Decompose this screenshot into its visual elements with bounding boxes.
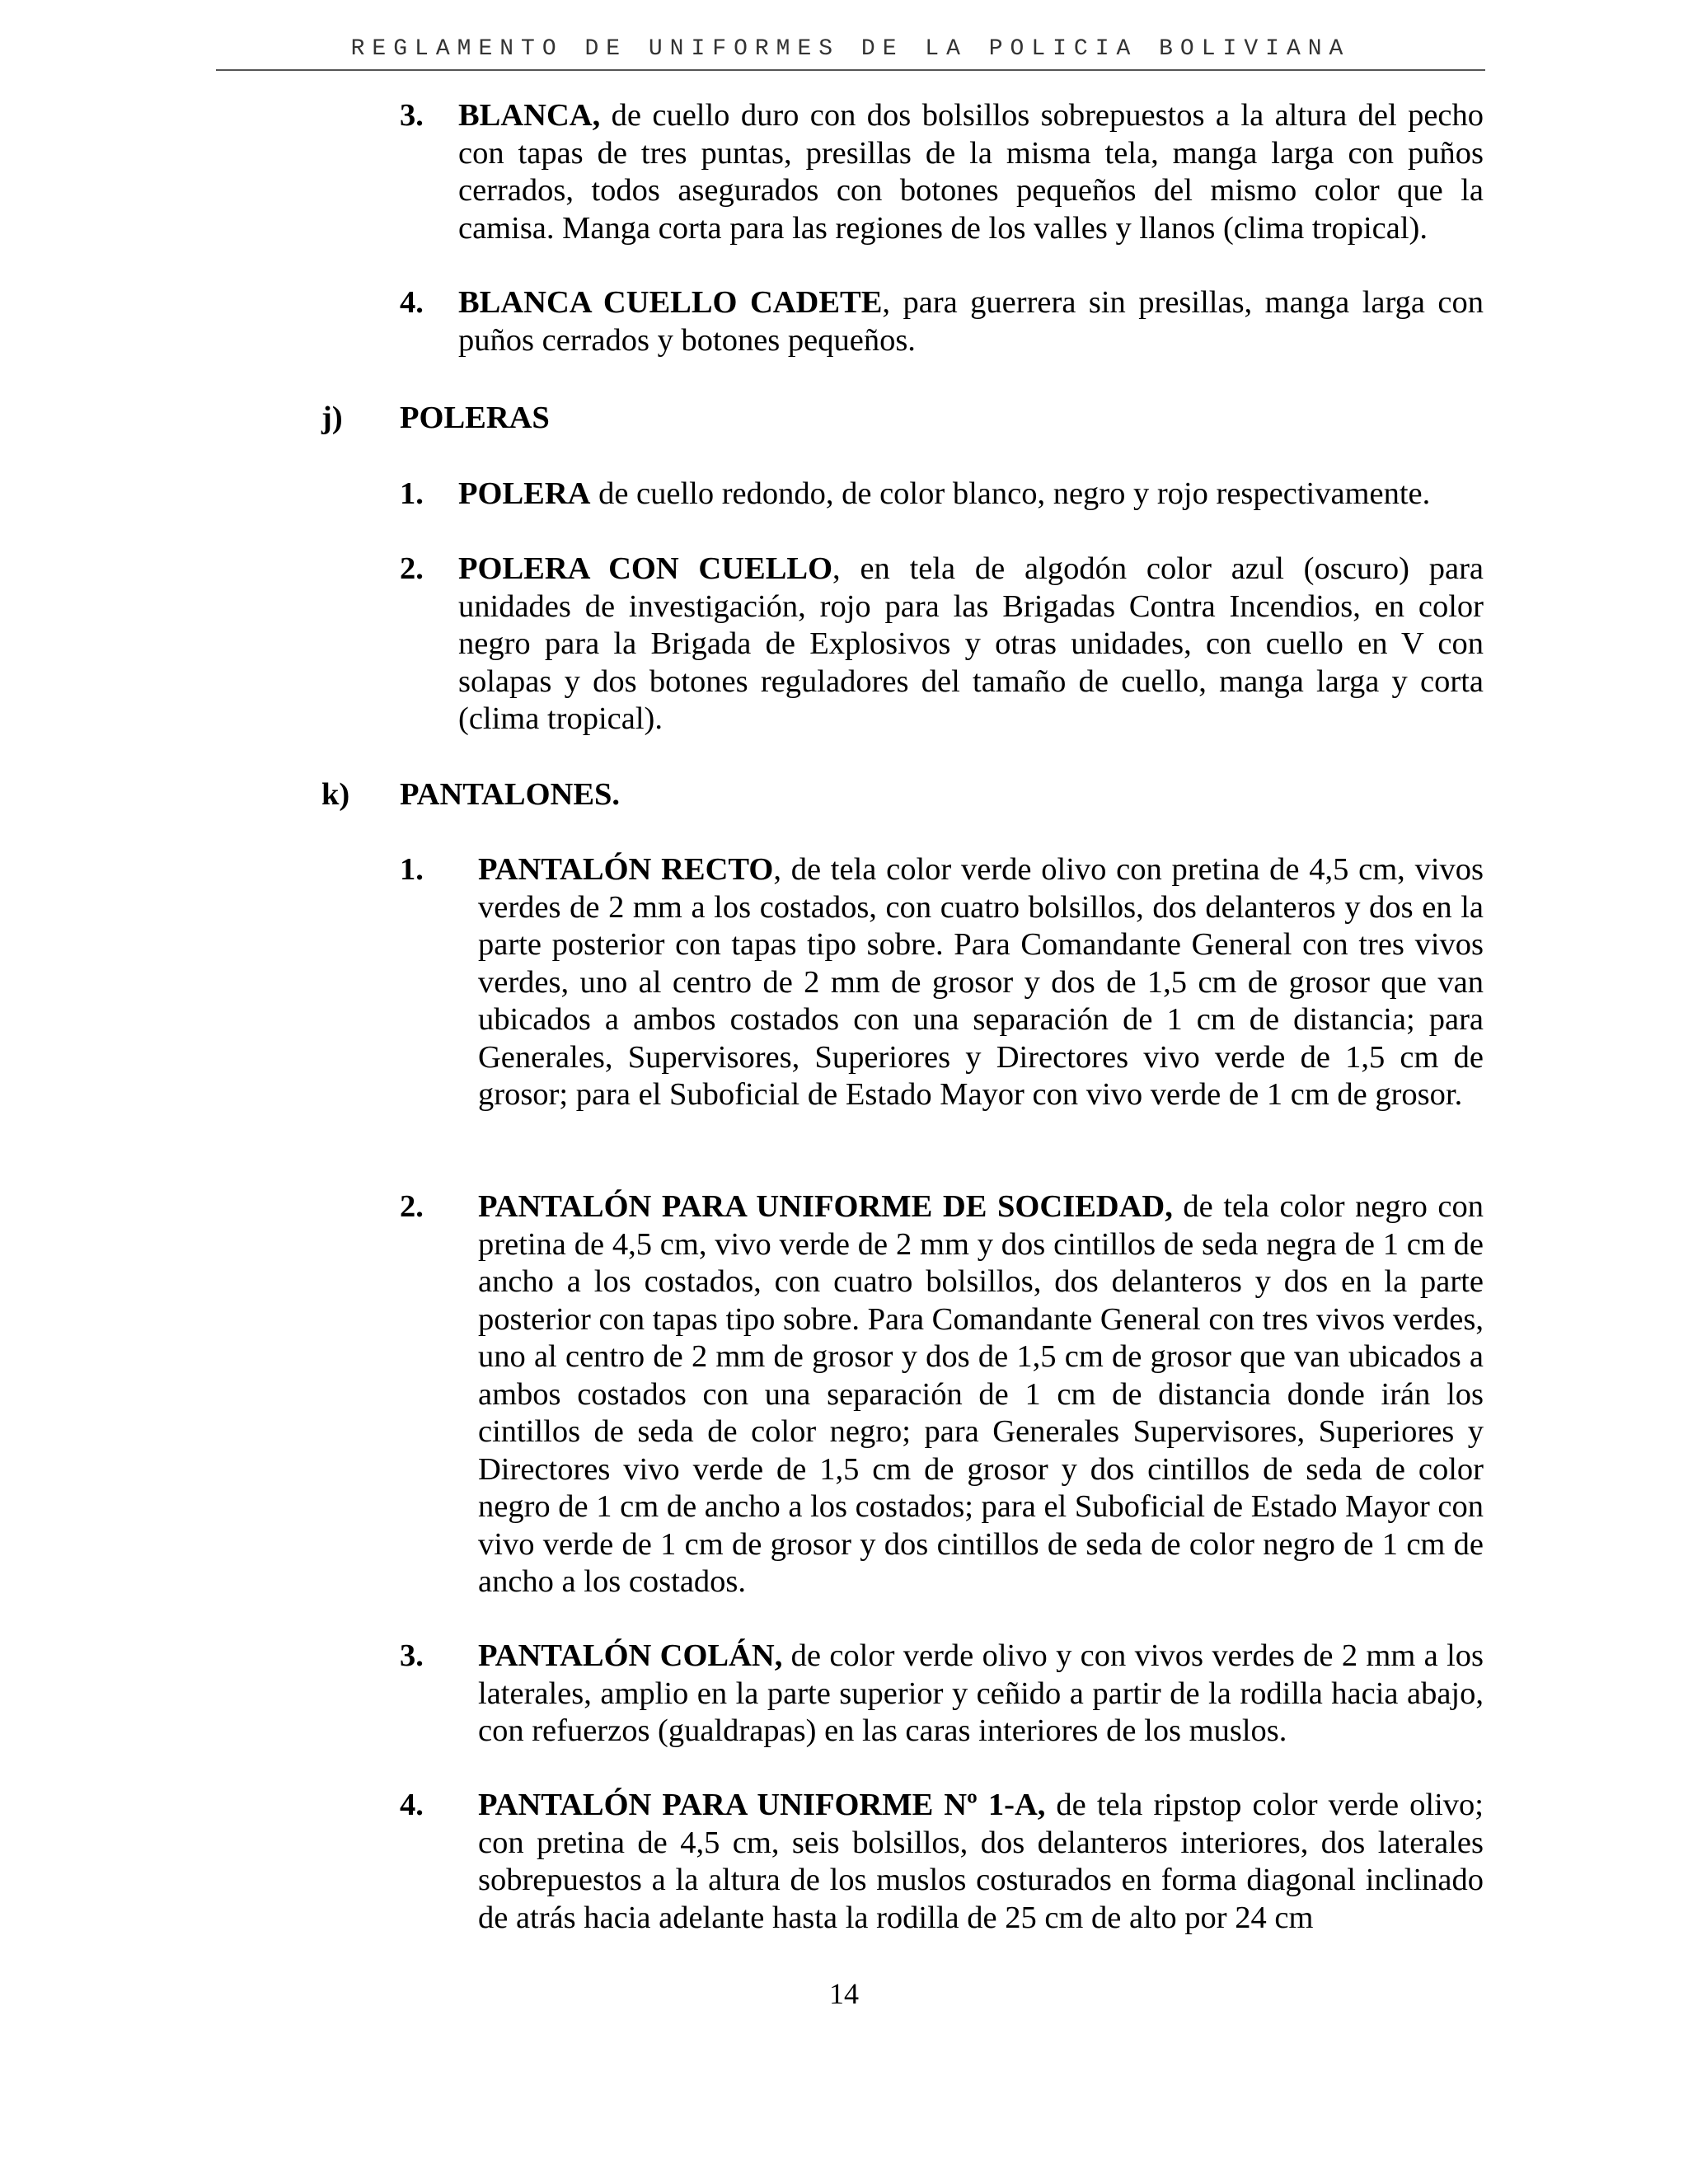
- item-term: POLERA CON CUELLO: [458, 551, 833, 586]
- item-text: de cuello redondo, de color blanco, negro y rojo respectivamente.: [590, 476, 1431, 511]
- item-term: BLANCA,: [458, 98, 601, 133]
- item-number: 1.: [400, 476, 424, 511]
- item-camisa-cuello-cadete: [458, 284, 1484, 359]
- item-camisa-blanca: [458, 97, 1484, 247]
- item-term: POLERA: [458, 476, 591, 511]
- item-number: 2.: [400, 551, 424, 586]
- page-number: 14: [829, 1977, 859, 2010]
- item-polera-con-cuello: [458, 551, 1484, 738]
- item-number: 3.: [400, 1638, 424, 1673]
- section-title: POLERAS: [400, 401, 550, 435]
- item-term: PANTALÓN COLÁN,: [478, 1638, 783, 1673]
- item-term: PANTALÓN RECTO: [478, 852, 774, 887]
- section-title: PANTALONES.: [400, 777, 621, 812]
- item-number: 1.: [400, 852, 424, 887]
- header-divider: [216, 69, 1485, 71]
- item-pantalon-colan: [478, 1638, 1484, 1750]
- item-number: 4.: [400, 285, 424, 320]
- item-text: , en tela de algodón color azul (oscuro) para unidades de investigación, rojo para las Brigadas Contra Incendios, en color negro para la Brigada de Explosivos y otras unidades, con cuello en V con solapas y dos botones reguladores del tamaño de cuello, manga larga y corta (clima tropical).: [458, 551, 1484, 736]
- section-letter: k): [321, 777, 350, 812]
- item-text: de tela ripstop color verde olivo; con pretina de 4,5 cm, seis bolsillos, dos delanteros interiores, dos laterales sobrepuestos a la altura de los muslos costurados en forma diagonal inclinado de atrás hacia adelante hasta la rodilla de 25 cm de alto por 24 cm: [478, 1788, 1484, 1935]
- item-polera: [458, 476, 1484, 513]
- item-text: de tela color negro con pretina de 4,5 cm, vivo verde de 2 mm y dos cintillos de seda negra de 1 cm de ancho a los costados, con cuatro bolsillos, dos delanteros y dos en la parte posterior con tapas tipo sobre. Para Comandante General con tres vivos verdes, uno al centro de 2 mm de grosor y dos de 1,5 cm de grosor que van ubicados a ambos costados con una separación de 1 cm de distancia donde irán los cintillos de seda de color negro; para Generales Supervisores, Superiores y Directores vivo verde de 1,5 cm de grosor y dos cintillos de seda de color negro de 1 cm de ancho a los costados; para el Suboficial de Estado Mayor con vivo verde de 1 cm de grosor y dos cintillos de seda de color negro de 1 cm de ancho a los costados.: [478, 1189, 1484, 1599]
- running-header: REGLAMENTO DE UNIFORMES DE LA POLICIA BOLIVIANA: [350, 36, 1351, 62]
- item-text: , de tela color verde olivo con pretina de 4,5 cm, vivos verdes de 2 mm a los costados, con cuatro bolsillos, dos delanteros y dos en la parte posterior con tapas tipo sobre. Para Comandante General con tres vivos verdes, uno al centro de 2 mm de grosor y dos de 1,5 cm de grosor que van ubicados a ambos costados con una separación de 1 cm de distancia; para Generales, Supervisores, Superiores y Directores vivo verde de 1,5 cm de grosor; para el Suboficial de Estado Mayor con vivo verde de 1 cm de grosor.: [478, 852, 1484, 1112]
- item-pantalon-uniforme-1a: [478, 1787, 1484, 1937]
- item-text: , para guerrera sin presillas, manga larga con puños cerrados y botones pequeños.: [458, 285, 1484, 358]
- item-text: de cuello duro con dos bolsillos sobrepuestos a la altura del pecho con tapas de tres puntas, presillas de la misma tela, manga larga con puños cerrados, todos asegurados con botones pequeños del mismo color que la camisa. Manga corta para las regiones de los valles y llanos (clima tropical).: [458, 98, 1484, 246]
- item-number: 3.: [400, 98, 424, 133]
- item-term: PANTALÓN PARA UNIFORME DE SOCIEDAD,: [478, 1189, 1173, 1224]
- item-pantalon-sociedad: [478, 1188, 1484, 1601]
- item-number: 4.: [400, 1788, 424, 1822]
- item-pantalon-recto: [478, 851, 1484, 1114]
- item-term: PANTALÓN PARA UNIFORME Nº 1-A,: [478, 1788, 1046, 1822]
- section-letter: j): [321, 401, 343, 435]
- item-term: BLANCA CUELLO CADETE: [458, 285, 883, 320]
- item-number: 2.: [400, 1189, 424, 1224]
- item-text: de color verde olivo y con vivos verdes de 2 mm a los laterales, amplio en la parte superior y ceñido a partir de la rodilla hacia abajo, con refuerzos (gualdrapas) en las caras interiores de los muslos.: [478, 1638, 1484, 1748]
